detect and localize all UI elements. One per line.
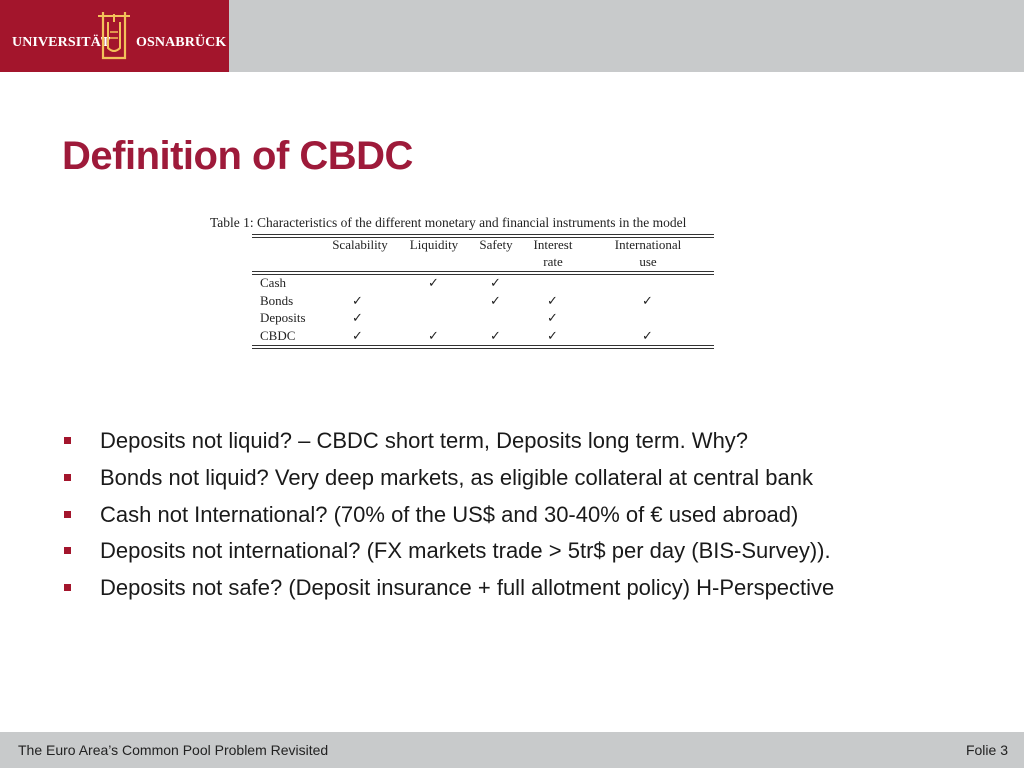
table-row-label: Deposits	[260, 310, 306, 325]
square-bullet-icon	[64, 474, 71, 481]
check-mark-icon: ✓	[490, 292, 501, 308]
check-mark-icon: ✓	[547, 310, 558, 325]
footer-slide-number: Folie 3	[965, 742, 1008, 758]
university-emblem-icon	[94, 8, 134, 64]
column-header-interest-rate: Interest rate	[533, 237, 573, 269]
footer-band	[0, 732, 1024, 768]
list-item: Cash not International? (70% of the US$ and 30-40% of € used abroad)	[62, 497, 1002, 534]
check-mark-icon: ✓	[642, 327, 653, 343]
table-row-label: CBDC	[260, 327, 296, 343]
check-mark-icon: ✓	[428, 275, 439, 290]
logo-text-left: UNIVERSITÄT	[12, 35, 111, 50]
table-bottom-rule	[252, 345, 714, 346]
logo-text-right: OSNABRÜCK	[136, 35, 227, 50]
list-item: Bonds not liquid? Very deep markets, as eligible collateral at central bank	[62, 460, 1002, 497]
table-caption: Table 1: Characteristics of the different monetary and financial instruments in the model	[210, 215, 687, 230]
check-mark-icon: ✓	[352, 310, 363, 325]
slide-title: Definition of CBDC	[62, 134, 413, 178]
column-header-international-use: International use	[614, 237, 682, 269]
check-mark-icon: ✓	[352, 292, 363, 308]
check-mark-icon: ✓	[642, 292, 653, 308]
check-mark-icon: ✓	[547, 327, 558, 343]
list-item: Deposits not liquid? – CBDC short term, Deposits long term. Why?	[62, 423, 1002, 460]
check-mark-icon: ✓	[428, 327, 439, 343]
square-bullet-icon	[64, 437, 71, 444]
table-row-label: Bonds	[260, 292, 294, 308]
table-bottom-rule-2	[252, 348, 714, 349]
check-mark-icon: ✓	[352, 327, 363, 343]
list-item: Deposits not safe? (Deposit insurance + full allotment policy) H-Perspective	[62, 570, 1002, 607]
check-mark-icon: ✓	[490, 327, 501, 343]
square-bullet-icon	[64, 584, 71, 591]
footer-presentation-title: The Euro Area’s Common Pool Problem Revisited	[18, 742, 329, 758]
characteristics-table	[210, 215, 770, 355]
square-bullet-icon	[64, 511, 71, 518]
table-row-label: Cash	[260, 275, 286, 290]
check-mark-icon: ✓	[547, 292, 558, 308]
column-header-scalability: Scalability	[332, 237, 388, 252]
check-mark-icon: ✓	[490, 275, 501, 290]
university-logo[interactable]	[0, 0, 229, 72]
table-header-rule	[252, 271, 714, 272]
list-item: Deposits not international? (FX markets trade > 5tr$ per day (BIS-Survey)).	[62, 533, 1002, 570]
table-top-rule	[252, 234, 714, 235]
column-header-safety: Safety	[479, 237, 513, 252]
table-header-rule-2	[252, 274, 714, 275]
square-bullet-icon	[64, 547, 71, 554]
bullet-list	[62, 423, 1002, 607]
column-header-liquidity: Liquidity	[409, 237, 459, 252]
